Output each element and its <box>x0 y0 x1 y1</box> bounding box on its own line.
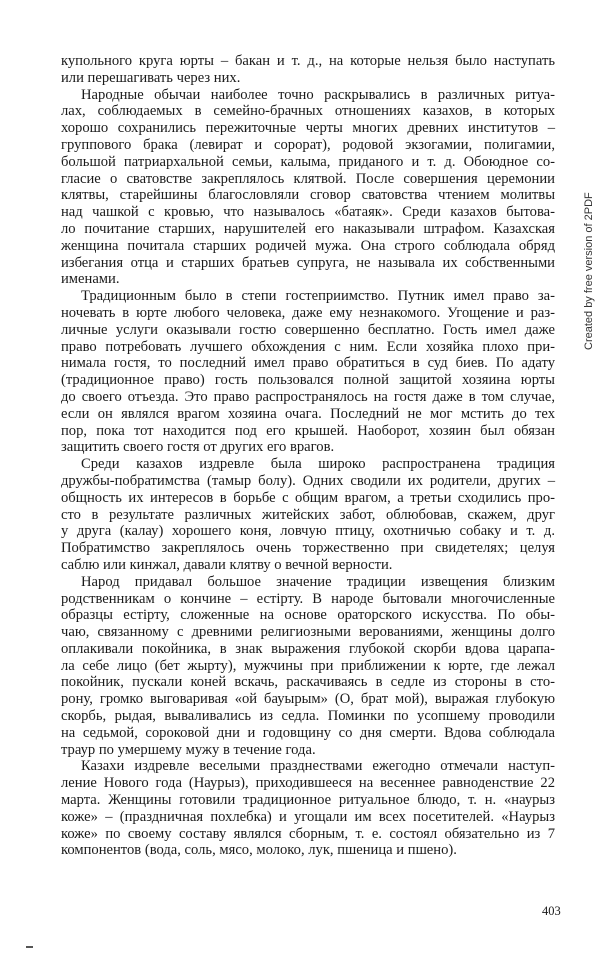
text-line: пор, пока тот находится под его крышей. Наоборот, хозяин был обязан <box>61 422 555 439</box>
text-line: женщина почитала старших родичей мужа. Она строго соблюдала обряд <box>61 237 555 254</box>
paragraph <box>61 456 555 574</box>
text-line: на седьмой, сороковой дни и годовщину со дня смерти. Вдова соблюдала <box>61 724 555 741</box>
text-line: клятвы, старейшины благословляли сговор сватовства чтением молитвы <box>61 187 555 204</box>
text-line: или перешагивать через них. <box>61 69 241 86</box>
paragraph <box>61 87 555 289</box>
text-line: Побратимство закреплялось очень торжественно при свидетелях; целуя <box>61 540 555 557</box>
text-line: Народ придавал большое значение традиции извещения близким <box>81 573 555 590</box>
watermark: Created by free version of 2PDF <box>583 192 595 350</box>
text-line: ночевать в юрте любого человека, даже ему незнакомого. Угощение и раз- <box>61 304 555 321</box>
text-line: компонентов (вода, соль, мясо, молоко, лук, пшеница и пшено). <box>61 842 457 859</box>
text-line: личные услуги оказывали гостю совершенно бесплатно. Гость имел даже <box>61 321 555 338</box>
text-line: чаю, связанному с древними религиозными верованиями, женщины долго <box>61 624 555 641</box>
text-line: сто в результате различных житейских забот, облюбовав, скажем, друг <box>61 506 555 523</box>
text-line: хорошо сохранились пережиточные черты многих древних институтов – <box>61 120 555 137</box>
text-line: коже» – (праздничная похлебка) и угощали им всех посетителей. «Наурыз <box>61 808 555 825</box>
text-line: рону, громко выговаривая «ой бауырым» (О, брат мой), выражая глубокую <box>61 691 555 708</box>
text-line: скорбь, рыдая, вываливались из седла. Поминки по усопшему проводили <box>61 708 555 725</box>
page-number: 403 <box>542 904 561 918</box>
text-line: над чашкой с кровью, что называлось «батаяк». Среди казахов бытова- <box>61 204 555 221</box>
text-line: (традиционное право) гость пользовался полной защитой хозяина юрты <box>61 372 555 389</box>
text-line: общность их интересов в борьбе с общим врагом, а третьи сходились про- <box>61 489 555 506</box>
page-body <box>61 53 555 859</box>
text-line: коже» по своему составу являлся сборным, т. е. состоял обязательно из 7 <box>61 825 555 842</box>
text-line: Казахи издревле веселыми празднествами ежегодно отмечали наступ- <box>81 758 555 775</box>
paragraph <box>61 288 555 456</box>
text-line: образцы естірту, сложенные на основе ораторского искусства. По обы- <box>61 607 555 624</box>
text-line: нимала гостя, то последний имел право обратиться в суд биев. По адату <box>61 355 555 372</box>
text-line: большой патриархальной семьи, калыма, приданого и т. д. Обоюдное со- <box>61 153 555 170</box>
text-line: марта. Женщины готовили традиционное ритуальное блюдо, т. н. «наурыз <box>61 792 555 809</box>
text-line: ление Нового года (Наурыз), приходившееся на весеннее равноденствие 22 <box>61 775 555 792</box>
text-line: ла себе лицо (бет жырту), мужчины при приближении к юрте, где лежал <box>61 657 555 674</box>
scan-mark <box>26 946 33 948</box>
text-line: родственникам о кончине – естірту. В народе бытовали многочисленные <box>61 590 555 607</box>
text-line: избегания отца и старших братьев супруга, не называла их собственными <box>61 254 555 271</box>
text-line: траур по умершему мужу в течение года. <box>61 741 316 758</box>
text-line: лах, соблюдаемых в семейно-брачных отношениях казахов, в которых <box>61 103 555 120</box>
text-line: саблю или кинжал, давали клятву о вечной верности. <box>61 556 393 573</box>
text-line: до своего отъезда. Это право распространялось на гостя даже в том случае, <box>61 388 555 405</box>
text-line: гласие о сватовстве закреплялось клятвой. После совершения церемонии <box>61 170 555 187</box>
paragraph <box>61 53 555 87</box>
text-line: дружбы-побратимства (тамыр болу). Одних сводили их родители, других – <box>61 472 555 489</box>
paragraph <box>61 574 555 759</box>
text-line: право потребовать лучшего обхождения с ним. Если хозяйка плохо при- <box>61 338 555 355</box>
text-line: именами. <box>61 271 120 288</box>
text-line: Народные обычаи наиболее точно раскрывались в различных ритуа- <box>81 86 555 103</box>
text-line: покойник, пускали коней вскачь, раскачиваясь в седле из стороны в сто- <box>61 674 555 691</box>
text-line: ло почитание старших, нарушителей его наказывали штрафом. Казахская <box>61 220 555 237</box>
text-line: если он являлся врагом хозяина очага. Последний не мог мстить до тех <box>61 405 555 422</box>
text-line: у друга (калау) хорошего коня, ловчую птицу, охотничью собаку и т. д. <box>61 523 555 540</box>
text-line: купольного круга юрты – бакан и т. д., на которые нельзя было наступать <box>61 53 555 69</box>
text-line: Традиционным было в степи гостеприимство. Путник имел право за- <box>81 288 555 305</box>
text-line: группового брака (левират и сорорат), родовой экзогамии, полигамии, <box>61 136 555 153</box>
paragraph <box>61 758 555 859</box>
text-line: Среди казахов издревле была широко распространена традиция <box>81 456 555 473</box>
text-line: оплакивали покойника, в знак выражения глубокой скорби вдова царапа- <box>61 640 555 657</box>
text-line: защитить своего гостя от других его врагов. <box>61 439 335 456</box>
